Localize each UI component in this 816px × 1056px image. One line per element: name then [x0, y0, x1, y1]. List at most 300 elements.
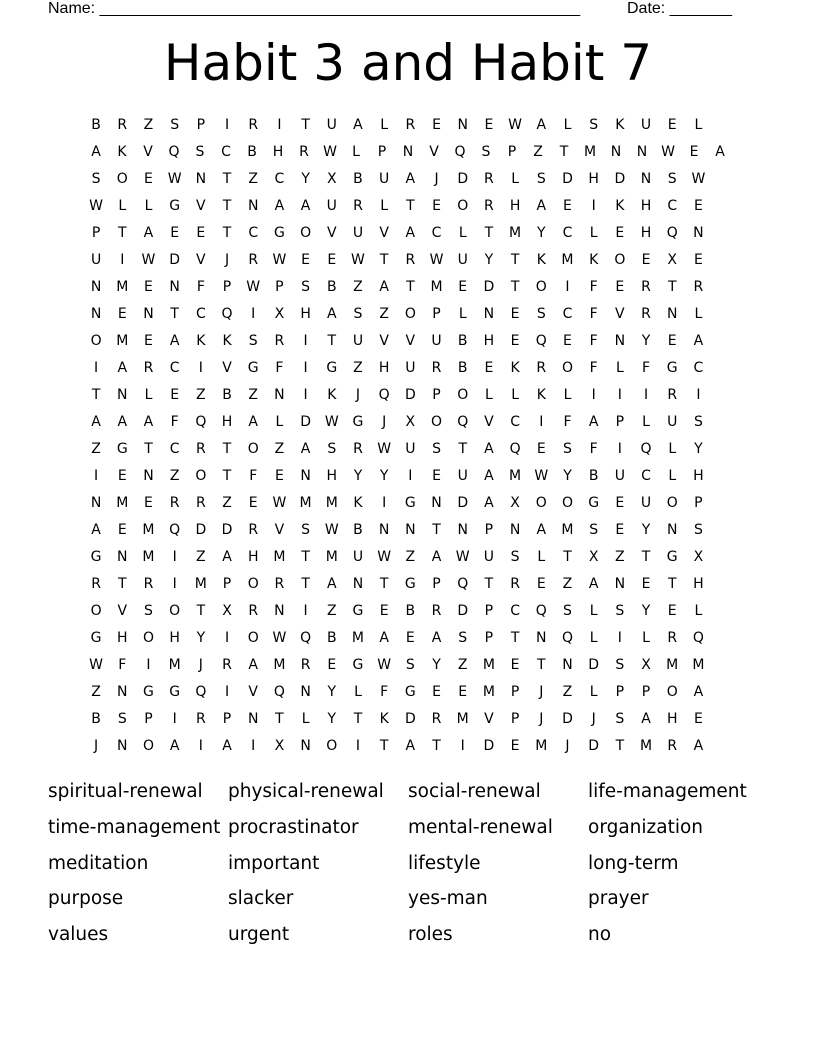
grid-letter: U [457, 467, 468, 484]
grid-letter: Q [457, 413, 469, 430]
grid-letter: Y [641, 602, 651, 619]
grid-letter: T [222, 224, 232, 241]
grid-letter: A [536, 521, 547, 538]
grid-letter: F [563, 413, 572, 430]
grid-letter: B [353, 170, 363, 187]
grid-row [83, 489, 733, 516]
grid-letter: J [198, 656, 203, 673]
grid-letter: H [378, 359, 390, 376]
grid-letter: G [404, 683, 416, 700]
grid-letter: V [117, 602, 128, 619]
grid-letter: N [562, 656, 573, 673]
grid-letter: S [144, 602, 153, 619]
grid-letter: M [509, 224, 522, 241]
grid-letter: B [457, 332, 468, 349]
grid-letter: I [617, 629, 622, 646]
grid-letter: G [588, 494, 600, 511]
grid-letter: R [248, 602, 259, 619]
grid-letter: T [170, 305, 179, 322]
grid-letter: N [431, 494, 442, 511]
grid-letter: L [668, 467, 677, 484]
grid-letter: T [563, 548, 572, 565]
grid-letter: L [563, 116, 572, 133]
grid-letter: U [431, 332, 442, 349]
grid-letter: K [536, 386, 546, 403]
grid-letter: P [222, 575, 232, 592]
grid-letter: A [379, 278, 389, 295]
grid-letter: N [666, 305, 678, 322]
word-list [48, 778, 788, 957]
grid-letter: R [405, 116, 416, 133]
grid-letter: M [561, 521, 574, 538]
grid-letter: X [588, 548, 599, 565]
grid-letter: P [222, 710, 232, 727]
grid-letter: C [169, 440, 180, 457]
grid-letter: F [589, 359, 598, 376]
grid-letter: E [117, 521, 127, 538]
grid-letter: T [379, 251, 389, 268]
grid-letter: J [565, 737, 570, 754]
grid-letter: E [144, 278, 153, 295]
grid-letter: S [91, 170, 101, 187]
grid-letter: W [508, 116, 523, 133]
grid-letter: A [353, 116, 363, 133]
grid-letter: W [351, 251, 365, 268]
grid-letter: Z [274, 440, 285, 457]
grid-letter: T [118, 575, 127, 592]
grid-letter: R [248, 521, 259, 538]
grid-letter: R [222, 656, 232, 673]
grid-letter: I [539, 413, 544, 430]
grid-letter: H [666, 710, 678, 727]
grid-letter: M [325, 494, 338, 511]
grid-letter: S [615, 710, 625, 727]
grid-letter: S [536, 305, 546, 322]
grid-letter: E [641, 575, 651, 592]
grid-letter: X [641, 656, 651, 673]
grid-letter: A [431, 629, 442, 646]
grid-letter: S [615, 602, 625, 619]
grid-letter: N [117, 386, 128, 403]
grid-letter: B [405, 602, 416, 619]
grid-letter: U [667, 413, 678, 430]
word-list-item: values [48, 924, 109, 945]
grid-letter: U [326, 197, 337, 214]
grid-letter: P [196, 116, 206, 133]
grid-letter: N [640, 170, 652, 187]
grid-letter: B [91, 710, 101, 727]
grid-letter: T [537, 656, 546, 673]
grid-letter: H [640, 197, 652, 214]
word-list-item: organization [588, 816, 704, 838]
grid-letter: T [667, 278, 677, 295]
grid-letter: T [118, 224, 127, 241]
grid-letter: R [274, 575, 285, 592]
grid-letter: C [274, 170, 285, 187]
grid-letter: S [615, 656, 625, 673]
grid-row [83, 516, 733, 543]
grid-letter: A [405, 737, 416, 754]
grid-letter: P [641, 683, 651, 700]
grid-letter: T [559, 143, 569, 160]
grid-letter: Y [301, 170, 310, 187]
grid-letter: N [195, 170, 207, 187]
grid-letter: M [273, 548, 286, 565]
grid-letter: G [273, 224, 285, 241]
grid-letter: B [353, 521, 363, 538]
grid-letter: S [327, 440, 337, 457]
grid-letter: R [693, 278, 704, 295]
grid-letter: W [167, 170, 182, 187]
grid-letter: W [377, 548, 392, 565]
grid-letter: M [583, 143, 597, 160]
grid-letter: E [484, 116, 494, 133]
grid-letter: T [91, 386, 101, 403]
grid-letter: M [194, 575, 207, 592]
grid-letter: E [693, 710, 703, 727]
grid-letter: D [300, 413, 311, 430]
grid-letter: R [484, 170, 494, 187]
grid-letter: H [483, 332, 495, 349]
grid-letter: P [222, 278, 232, 295]
grid-letter: M [692, 656, 705, 673]
grid-letter: Q [535, 602, 547, 619]
grid-letter: N [509, 521, 521, 538]
grid-letter: W [661, 143, 675, 160]
grid-row [83, 138, 733, 165]
grid-letter: R [299, 143, 309, 160]
grid-letter: W [89, 656, 104, 673]
grid-letter: N [169, 278, 180, 295]
grid-letter: W [324, 521, 339, 538]
grid-letter: E [458, 278, 468, 295]
grid-letter: C [510, 602, 520, 619]
grid-letter: N [274, 602, 285, 619]
grid-letter: H [272, 143, 284, 160]
grid-letter: L [694, 116, 703, 133]
grid-letter: R [274, 332, 285, 349]
grid-letter: A [405, 170, 416, 187]
grid-letter: V [196, 197, 206, 214]
grid-letter: K [589, 251, 599, 268]
grid-letter: G [143, 683, 154, 700]
grid-letter: W [272, 494, 287, 511]
grid-letter: B [326, 629, 337, 646]
grid-letter: L [563, 386, 572, 403]
grid-letter: D [457, 494, 469, 511]
grid-letter: C [169, 359, 180, 376]
grid-letter: I [224, 629, 230, 646]
grid-letter: R [300, 656, 311, 673]
grid-letter: C [195, 305, 206, 322]
grid-letter: N [117, 737, 128, 754]
grid-letter: A [274, 197, 285, 214]
grid-letter: M [351, 629, 365, 646]
grid-letter: E [536, 575, 546, 592]
grid-letter: U [352, 548, 364, 565]
grid-letter: Q [561, 629, 573, 646]
grid-letter: S [481, 143, 491, 160]
grid-letter: K [379, 710, 389, 727]
grid-letter: G [352, 602, 364, 619]
grid-letter: T [641, 548, 651, 565]
grid-letter: S [353, 305, 363, 322]
grid-letter: B [326, 278, 337, 295]
grid-letter: E [693, 197, 703, 214]
grid-letter: I [643, 386, 649, 403]
grid-letter: P [484, 629, 494, 646]
grid-letter: X [667, 251, 678, 268]
grid-letter: O [90, 602, 102, 619]
grid-letter: O [614, 251, 626, 268]
grid-letter: O [247, 575, 259, 592]
grid-letter: A [143, 224, 154, 241]
grid-letter: R [667, 737, 678, 754]
grid-letter: R [195, 494, 206, 511]
grid-letter: P [510, 710, 520, 727]
grid-letter: M [482, 683, 495, 700]
grid-letter: Y [327, 710, 337, 727]
grid-letter: R [143, 575, 154, 592]
grid-letter: V [615, 305, 625, 322]
date-field-label: Date: _______ [627, 0, 732, 17]
grid-letter: R [195, 710, 206, 727]
grid-letter: B [222, 386, 232, 403]
grid-letter: A [693, 737, 704, 754]
grid-letter: V [484, 710, 494, 727]
grid-letter: T [484, 575, 494, 592]
grid-letter: W [691, 170, 706, 187]
grid-letter: A [588, 575, 599, 592]
grid-letter: D [404, 710, 416, 727]
grid-letter: Z [405, 548, 416, 565]
grid-letter: T [353, 710, 363, 727]
grid-letter: X [326, 170, 337, 187]
grid-letter: T [406, 197, 415, 214]
grid-letter: C [693, 359, 704, 376]
grid-letter: U [352, 224, 364, 241]
grid-letter: N [90, 278, 102, 295]
grid-letter: M [430, 278, 443, 295]
word-list-item: social-renewal [408, 781, 541, 802]
grid-letter: R [405, 251, 416, 268]
grid-letter: Y [379, 467, 389, 484]
grid-letter: Q [509, 440, 521, 457]
grid-letter: M [509, 467, 522, 484]
grid-letter: L [301, 710, 310, 727]
grid-letter: Y [563, 467, 572, 484]
grid-row [83, 165, 733, 192]
grid-letter: N [300, 467, 311, 484]
grid-letter: X [274, 737, 285, 754]
word-list-item: important [228, 852, 320, 874]
grid-letter: W [246, 278, 261, 295]
grid-letter: V [429, 143, 439, 160]
grid-letter: G [169, 197, 181, 214]
grid-letter: H [326, 467, 338, 484]
grid-letter: O [90, 332, 102, 349]
grid-letter: B [457, 359, 468, 376]
grid-letter: E [117, 305, 127, 322]
grid-letter: P [432, 575, 441, 592]
grid-letter: Q [195, 413, 207, 430]
grid-letter: G [404, 575, 416, 592]
grid-letter: A [693, 332, 704, 349]
grid-letter: G [666, 359, 678, 376]
grid-letter: G [326, 359, 338, 376]
grid-letter: E [170, 224, 180, 241]
grid-letter: J [434, 170, 439, 187]
grid-letter: O [535, 494, 547, 511]
grid-letter: N [614, 332, 626, 349]
grid-letter: L [615, 359, 624, 376]
grid-letter: A [91, 413, 101, 430]
grid-letter: U [640, 494, 652, 511]
grid-letter: Z [615, 548, 625, 565]
grid-letter: T [615, 737, 625, 754]
grid-letter: G [352, 656, 364, 673]
grid-letter: G [247, 359, 259, 376]
grid-letter: A [379, 629, 389, 646]
grid-letter: T [222, 440, 232, 457]
grid-letter: M [482, 656, 495, 673]
grid-letter: M [299, 494, 312, 511]
grid-letter: E [563, 197, 572, 214]
grid-letter: B [247, 143, 257, 160]
grid-row [83, 705, 733, 732]
grid-letter: N [378, 521, 390, 538]
grid-letter: P [91, 224, 101, 241]
name-field-label: Name: ______________________________________________________ [48, 0, 581, 17]
grid-row [83, 597, 733, 624]
grid-letter: J [355, 386, 361, 403]
grid-letter: O [169, 602, 181, 619]
grid-letter: E [458, 683, 468, 700]
grid-letter: T [510, 278, 520, 295]
grid-letter: W [323, 143, 337, 160]
grid-letter: E [144, 494, 153, 511]
grid-letter: A [169, 332, 180, 349]
grid-letter: M [116, 278, 129, 295]
grid-letter: Z [143, 116, 154, 133]
grid-letter: Z [196, 548, 206, 565]
grid-letter: O [247, 440, 259, 457]
grid-letter: R [536, 359, 547, 376]
grid-letter: D [588, 656, 600, 673]
grid-letter: V [196, 251, 206, 268]
grid-letter: I [617, 386, 622, 403]
grid-letter: Q [640, 440, 652, 457]
grid-letter: E [667, 116, 677, 133]
grid-letter: S [693, 521, 703, 538]
grid-letter: W [272, 251, 287, 268]
grid-letter: U [326, 116, 337, 133]
grid-letter: O [116, 170, 128, 187]
grid-letter: Y [641, 332, 651, 349]
grid-letter: C [510, 413, 520, 430]
grid-letter: L [511, 386, 519, 403]
grid-letter: E [117, 467, 127, 484]
grid-letter: L [352, 143, 360, 160]
grid-letter: L [642, 629, 650, 646]
grid-letter: M [273, 656, 286, 673]
grid-letter: E [615, 224, 625, 241]
grid-row [83, 219, 733, 246]
grid-letter: Z [562, 575, 573, 592]
grid-letter: Z [326, 602, 337, 619]
grid-letter: I [198, 359, 203, 376]
grid-letter: G [666, 548, 678, 565]
grid-letter: J [94, 737, 99, 754]
grid-letter: I [224, 116, 230, 133]
grid-letter: D [562, 710, 573, 727]
grid-letter: H [640, 224, 652, 241]
grid-letter: Y [196, 629, 206, 646]
word-list-item: spiritual-renewal [48, 781, 203, 802]
grid-letter: I [591, 197, 596, 214]
grid-letter: T [458, 440, 467, 457]
grid-letter: E [510, 656, 520, 673]
grid-letter: C [431, 224, 442, 241]
grid-letter: T [275, 710, 284, 727]
grid-letter: R [353, 440, 363, 457]
grid-letter: L [144, 197, 153, 214]
grid-letter: X [274, 305, 285, 322]
grid-letter: I [696, 386, 701, 403]
grid-letter: T [222, 197, 232, 214]
grid-letter: W [141, 251, 156, 268]
grid-letter: T [432, 521, 441, 538]
grid-letter: N [636, 143, 648, 160]
grid-letter: Y [353, 467, 363, 484]
grid-letter: W [534, 467, 549, 484]
grid-row [83, 327, 733, 354]
grid-letter: H [693, 575, 704, 592]
grid-letter: R [353, 197, 363, 214]
grid-letter: H [509, 197, 521, 214]
grid-letter: T [667, 575, 677, 592]
grid-letter: D [195, 521, 207, 538]
grid-letter: X [222, 602, 232, 619]
grid-letter: H [693, 467, 704, 484]
grid-letter: A [536, 116, 547, 133]
grid-letter: I [408, 467, 413, 484]
grid-letter: Q [666, 224, 678, 241]
grid-letter: E [432, 116, 441, 133]
grid-letter: N [666, 521, 678, 538]
grid-letter: R [248, 116, 259, 133]
grid-letter: L [589, 683, 598, 700]
grid-letter: H [169, 629, 180, 646]
grid-letter: L [118, 197, 127, 214]
grid-letter: Q [457, 575, 469, 592]
grid-letter: O [404, 305, 416, 322]
grid-letter: N [457, 521, 468, 538]
grid-letter: Y [641, 521, 651, 538]
grid-letter: I [591, 386, 596, 403]
grid-letter: R [169, 494, 180, 511]
grid-letter: T [379, 737, 389, 754]
grid-letter: E [432, 683, 441, 700]
grid-letter: F [118, 656, 127, 673]
grid-letter: H [588, 170, 599, 187]
grid-letter: A [117, 413, 128, 430]
grid-letter: D [221, 521, 233, 538]
grid-letter: R [484, 197, 494, 214]
grid-letter: I [172, 548, 177, 565]
grid-letter: Q [300, 629, 312, 646]
grid-letter: F [170, 413, 179, 430]
